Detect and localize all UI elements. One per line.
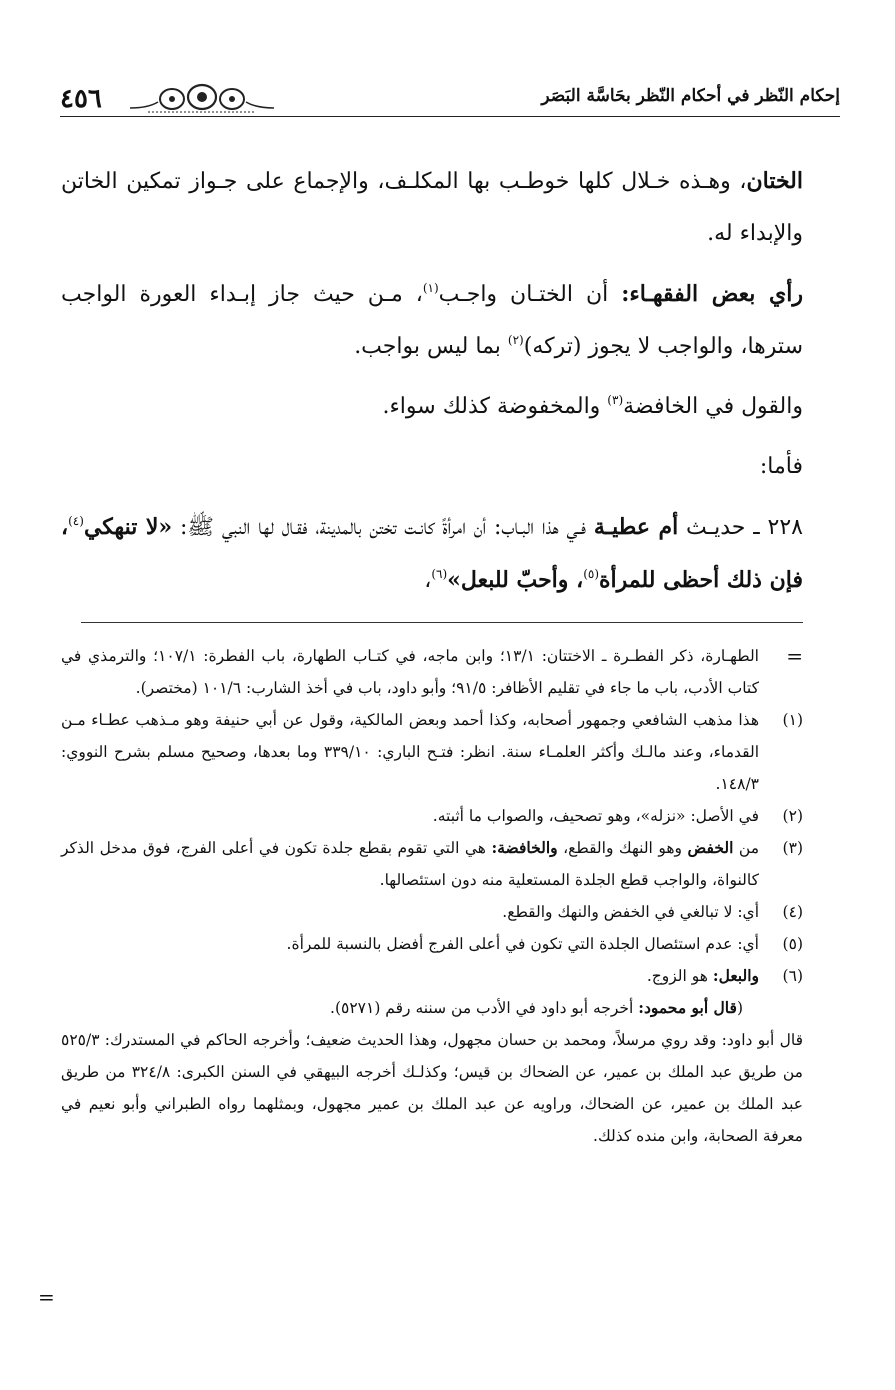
page-header	[60, 78, 840, 124]
footnote-2	[61, 800, 803, 832]
footnote-text: هو الزوج.	[646, 967, 713, 985]
footnote-number: (١)	[782, 711, 803, 729]
footnote-number: (٣)	[782, 839, 803, 857]
continuation-marker: =	[786, 644, 803, 668]
term-khitan: الختان	[746, 168, 803, 194]
footnote-number: (٤)	[782, 903, 803, 921]
book-title: إحكام النّظر في أحكام النّظر بحَاسَّة البَصَر	[541, 86, 840, 106]
editor-label: قال أبو محمود:	[638, 998, 737, 1017]
header-rule	[60, 116, 840, 117]
footnote-ref-5[interactable]: (٥)	[583, 567, 600, 581]
hadith-number: ٢٢٨ ـ حديـث	[678, 515, 803, 540]
footnote-ref-3[interactable]: (٣)	[607, 393, 624, 407]
editor-text: أخرجه أبو داود في الأدب من سننه رقم (٥٢٧١).	[330, 999, 639, 1017]
hadith-paragraph	[61, 501, 803, 607]
hadith-quote-2: ، فإن ذلك أحظى للمرأة	[61, 514, 803, 593]
footnote-ref-1[interactable]: (١)	[422, 281, 439, 295]
paragraph-2-text-b: ، مـن حيث جاز إبـداء العورة الواجب سترها، والواجب لا يجوز (تركه)	[61, 282, 803, 359]
footnote-1	[61, 704, 803, 800]
editor-note-continued	[61, 1024, 803, 1152]
footnote-text: في الأصل: «نزله»، وهو تصحيف، والصواب ما أثبته.	[432, 807, 759, 825]
footnote-keyword: والخافضة:	[491, 838, 558, 857]
paragraph-4: فأما:	[759, 454, 803, 479]
paragraph-3-text-a: والقول في الخافضة	[623, 394, 803, 419]
main-text	[61, 155, 803, 607]
footnote-ref-6[interactable]: (٦)	[431, 567, 448, 581]
footnote-4	[61, 896, 803, 928]
footnote-text: هذا مذهب الشافعي وجمهور أصحابه، وكذا أحمد وبعض المالكية، وقول عن أبي حنيفة وهو مـذهب عطـاء مـن القدماء، وعند مالـك وأكثر العلمـاء سنة. انظر: فتـح الباري: ٣٣٩/١٠ وما بعدها، وصحيح مسلم بشرح النووي: ١٤٨/٣.	[61, 711, 760, 793]
paragraph-2-text-a: أن الختـان واجـب	[438, 282, 622, 307]
footnote-6	[61, 960, 803, 992]
footnotes	[61, 640, 803, 1152]
editor-note	[61, 992, 803, 1024]
paragraph-1	[61, 155, 803, 260]
paragraph-2-text-c: بما ليس بواجب.	[354, 334, 508, 359]
footnote-text: وهو النهك والقطع،	[557, 839, 688, 857]
editor-text-continued: قال أبو داود: وقد روي مرسلاً، ومحمد بن حسان مجهول، وهذا الحديث ضعيف؛ وأخرجه الحاكم في المستدرك: ٥٢٥/٣ من طريق عبد الملك بن عمير، عن الضحاك بن قيس؛ وكذلـك أخرجه البيهقي في السنن الكبرى: ٣٢٤/٨ من طريق عبد الملك بن عمير، عن الضحاك، وراويه عن عبد الملك بن عمير مجهول، وبمثلهما رواه الطبراني وأبو نعيم في معرفة الصحابة، وابن منده كذلك.	[61, 1031, 803, 1145]
footnote-5	[61, 928, 803, 960]
footnote-text: أي: عدم استئصال الجلدة التي تكون في أعلى الفرج أفضل بالنسبة للمرأة.	[286, 935, 759, 953]
footnote-text: أي: لا تبالغي في الخفض والنهك والقطع.	[502, 903, 759, 921]
hadith-quote-3: ، وأحبّ للبعل»	[447, 567, 584, 593]
footnote-ref-2[interactable]: (٢)	[507, 333, 524, 347]
narrator-name: أم عطيـة	[593, 514, 679, 540]
paragraph-3	[61, 381, 803, 433]
footnote-ref-4[interactable]: (٤)	[68, 514, 84, 528]
footnote-number: (٥)	[782, 935, 803, 953]
section-heading: رأي بعض الفقهـاء:	[621, 281, 803, 307]
page-continuation-marker: =	[38, 1285, 55, 1309]
ornament-icon	[128, 82, 276, 116]
footnote-separator	[81, 622, 803, 623]
footnote-text: هي التي تقوم بقطع جلدة تكون في أعلى الفرج، فوق مدخل الذكر كالنواة، والواجب قطع الجلدة المستعلية منه دون استئصالها.	[61, 839, 759, 889]
footnote-continuation	[61, 640, 803, 704]
editor-paren: (	[736, 999, 743, 1017]
hadith-end: ،	[424, 568, 432, 593]
paragraph-1-text: ، وهـذه خـلال كلها خوطـب بها المكلـف، والإجماع على جـواز تمكين الخاتن والإبداء له.	[61, 169, 803, 246]
footnote-text: من	[733, 839, 759, 857]
hadith-quote-1: «لا تنهكي	[83, 514, 173, 540]
continuation-text: الطهـارة، ذكر الفطـرة ـ الاختتان: ١٣/١؛ وابن ماجه، في كتـاب الطهارة، باب الفطرة: ١٠٧/١؛ والترمذي في كتاب الأدب، باب ما جاء في تقليم الأظافر: ٩١/٥؛ وأبو داود، باب في أخذ الشارب: ١٠١/٦ (مختصر).	[61, 647, 759, 697]
footnote-keyword: والبعل:	[712, 966, 759, 985]
page-number: ٤٥٦	[60, 84, 102, 114]
footnote-number: (٢)	[782, 807, 803, 825]
footnote-number: (٦)	[782, 967, 803, 985]
footnote-keyword: الخفض	[687, 838, 734, 857]
hadith-intro: فـي هذا البـاب: أن امرأةً كانـت تختن بالمدينة، فقـال لها النبي ﷺ:	[172, 515, 594, 540]
paragraph-3-text-b: والمخفوضة كذلك سواء.	[382, 394, 608, 419]
footnote-3	[61, 832, 803, 896]
paragraph-2	[61, 268, 803, 373]
